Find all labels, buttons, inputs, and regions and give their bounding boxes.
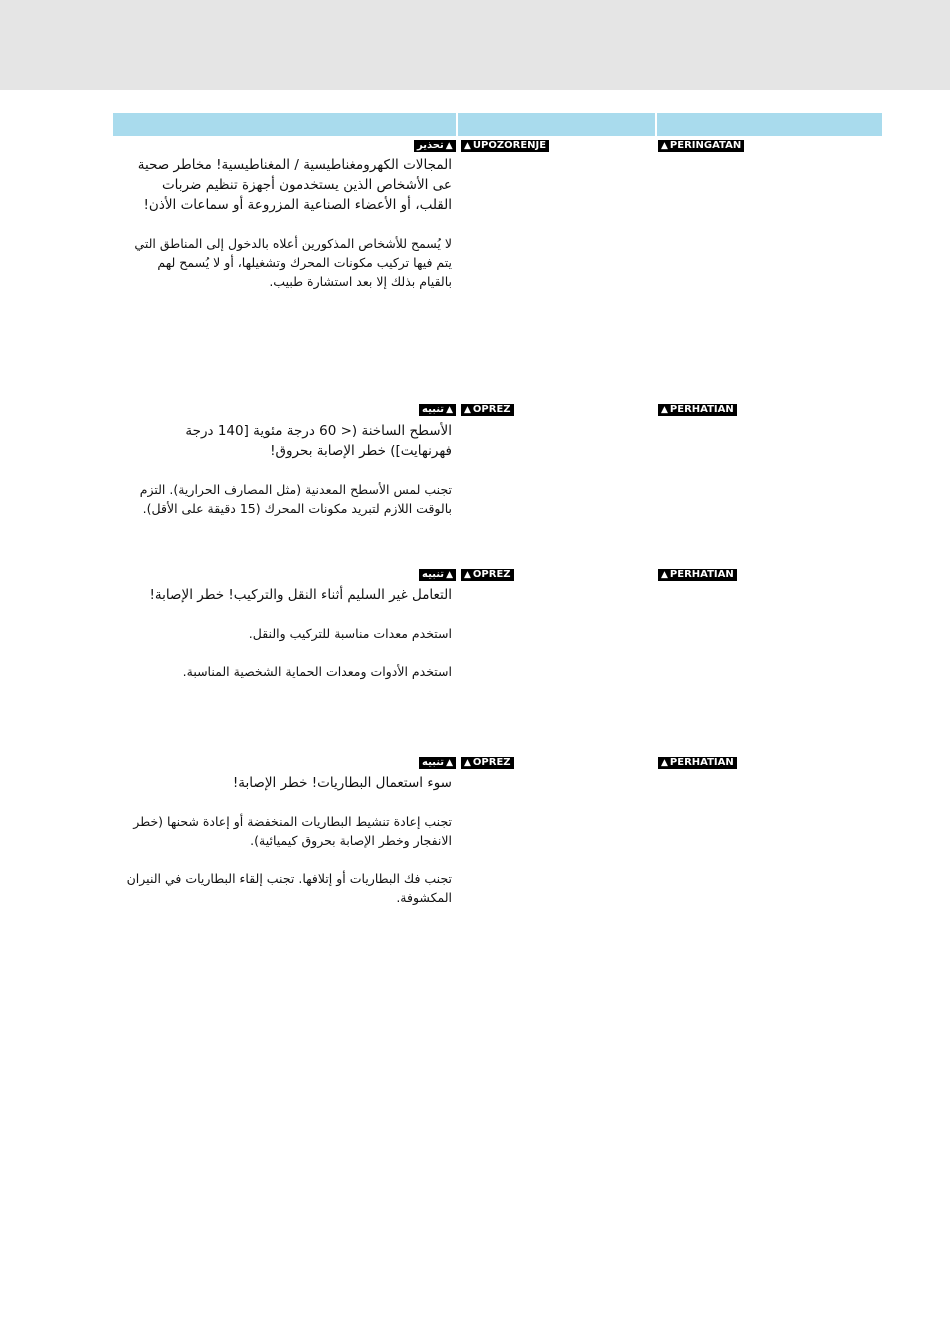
warning-heading: التعامل غير السليم أثناء النقل والتركيب! خطر الإصابة! [149,587,452,603]
badge-label: تنبيه [422,757,445,768]
caution-badge-oprez [461,757,514,769]
badge-label: PERHATIAN [669,569,734,580]
warning-triangle-icon: ▲ [464,570,471,580]
warning-paragraph: استخدم معدات مناسبة للتركيب والنقل. [248,626,452,641]
badge-label: تنبيه [422,569,445,580]
warning-badge-arabic [414,140,456,152]
badge-label: تحذير [417,140,444,151]
caution-badge-arabic [419,757,456,769]
warning-text [122,773,452,907]
warning-triangle-icon: ▲ [445,141,453,151]
warning-heading: الأسطح الساخنة (< 60 درجة مئوية [140 درجة فهرنهايت]) خطر الإصابة بحروق! [185,423,452,459]
warning-badge-peringatan [658,140,744,152]
badge-label: OPREZ [472,757,511,768]
column-divider [655,113,657,136]
badge-label: PERINGATAN [669,140,742,151]
caution-badge-oprez [461,404,514,416]
warning-text [122,421,452,518]
badge-label: PERHATIAN [669,404,734,415]
badge-label: OPREZ [472,404,511,415]
warning-paragraph: تجنب إعادة تنشيط البطاريات المنخفضة أو إعادة شحنها (خطر الانفجار وخطر الإصابة بحروق كيميائية). [133,814,452,848]
warning-triangle-icon: ▲ [661,405,668,415]
caution-badge-perhatian [658,569,737,581]
caution-badge-arabic [419,569,456,581]
badge-label: PERHATIAN [669,757,734,768]
column-divider [456,113,458,136]
warning-paragraph: تجنب فك البطاريات أو إتلافها. تجنب إلقاء البطاريات في النيران المكشوفة. [126,871,452,905]
warning-paragraph: لا يُسمح للأشخاص المذكورين أعلاه بالدخول إلى المناطق التي يتم فيها تركيب مكونات المحرك وتشغيلها، أو لا يُسمح لهم بالقيام بذلك إلا بعد استشارة طبيب. [134,236,452,289]
warning-badge-upozorenje [461,140,549,152]
warning-triangle-icon: ▲ [446,570,453,580]
caution-badge-oprez [461,569,514,581]
page-top-band [0,0,950,90]
badge-label: OPREZ [472,569,511,580]
warning-text [122,585,452,681]
warning-triangle-icon: ▲ [661,758,668,768]
warning-triangle-icon: ▲ [446,758,453,768]
warning-triangle-icon: ▲ [464,141,471,151]
warning-heading: المجالات الكهرومغناطيسية / المغناطيسية! مخاطر صحية عى الأشخاص الذين يستخدمون أجهزة تنظيم ضربات القلب، أو الأعضاء الصناعية المزروعة أو سماعات الأذن! [137,157,452,213]
warning-paragraph: تجنب لمس الأسطح المعدنية (مثل المصارف الحرارية). التزم بالوقت اللازم لتبريد مكونات المحرك (15 دقيقة على الأقل). [139,482,452,516]
warning-triangle-icon: ▲ [464,405,471,415]
warning-triangle-icon: ▲ [446,405,453,415]
warning-triangle-icon: ▲ [464,758,471,768]
warning-triangle-icon: ▲ [661,570,668,580]
warning-paragraph: استخدم الأدوات ومعدات الحماية الشخصية المناسبة. [182,664,452,679]
warning-text [122,155,452,291]
warning-triangle-icon: ▲ [661,141,668,151]
caution-badge-perhatian [658,404,737,416]
table-header-bar [113,113,882,136]
badge-label: تنبيه [422,404,445,415]
badge-label: UPOZORENJE [472,140,547,151]
caution-badge-arabic [419,404,456,416]
caution-badge-perhatian [658,757,737,769]
warning-heading: سوء استعمال البطاريات! خطر الإصابة! [232,775,452,791]
